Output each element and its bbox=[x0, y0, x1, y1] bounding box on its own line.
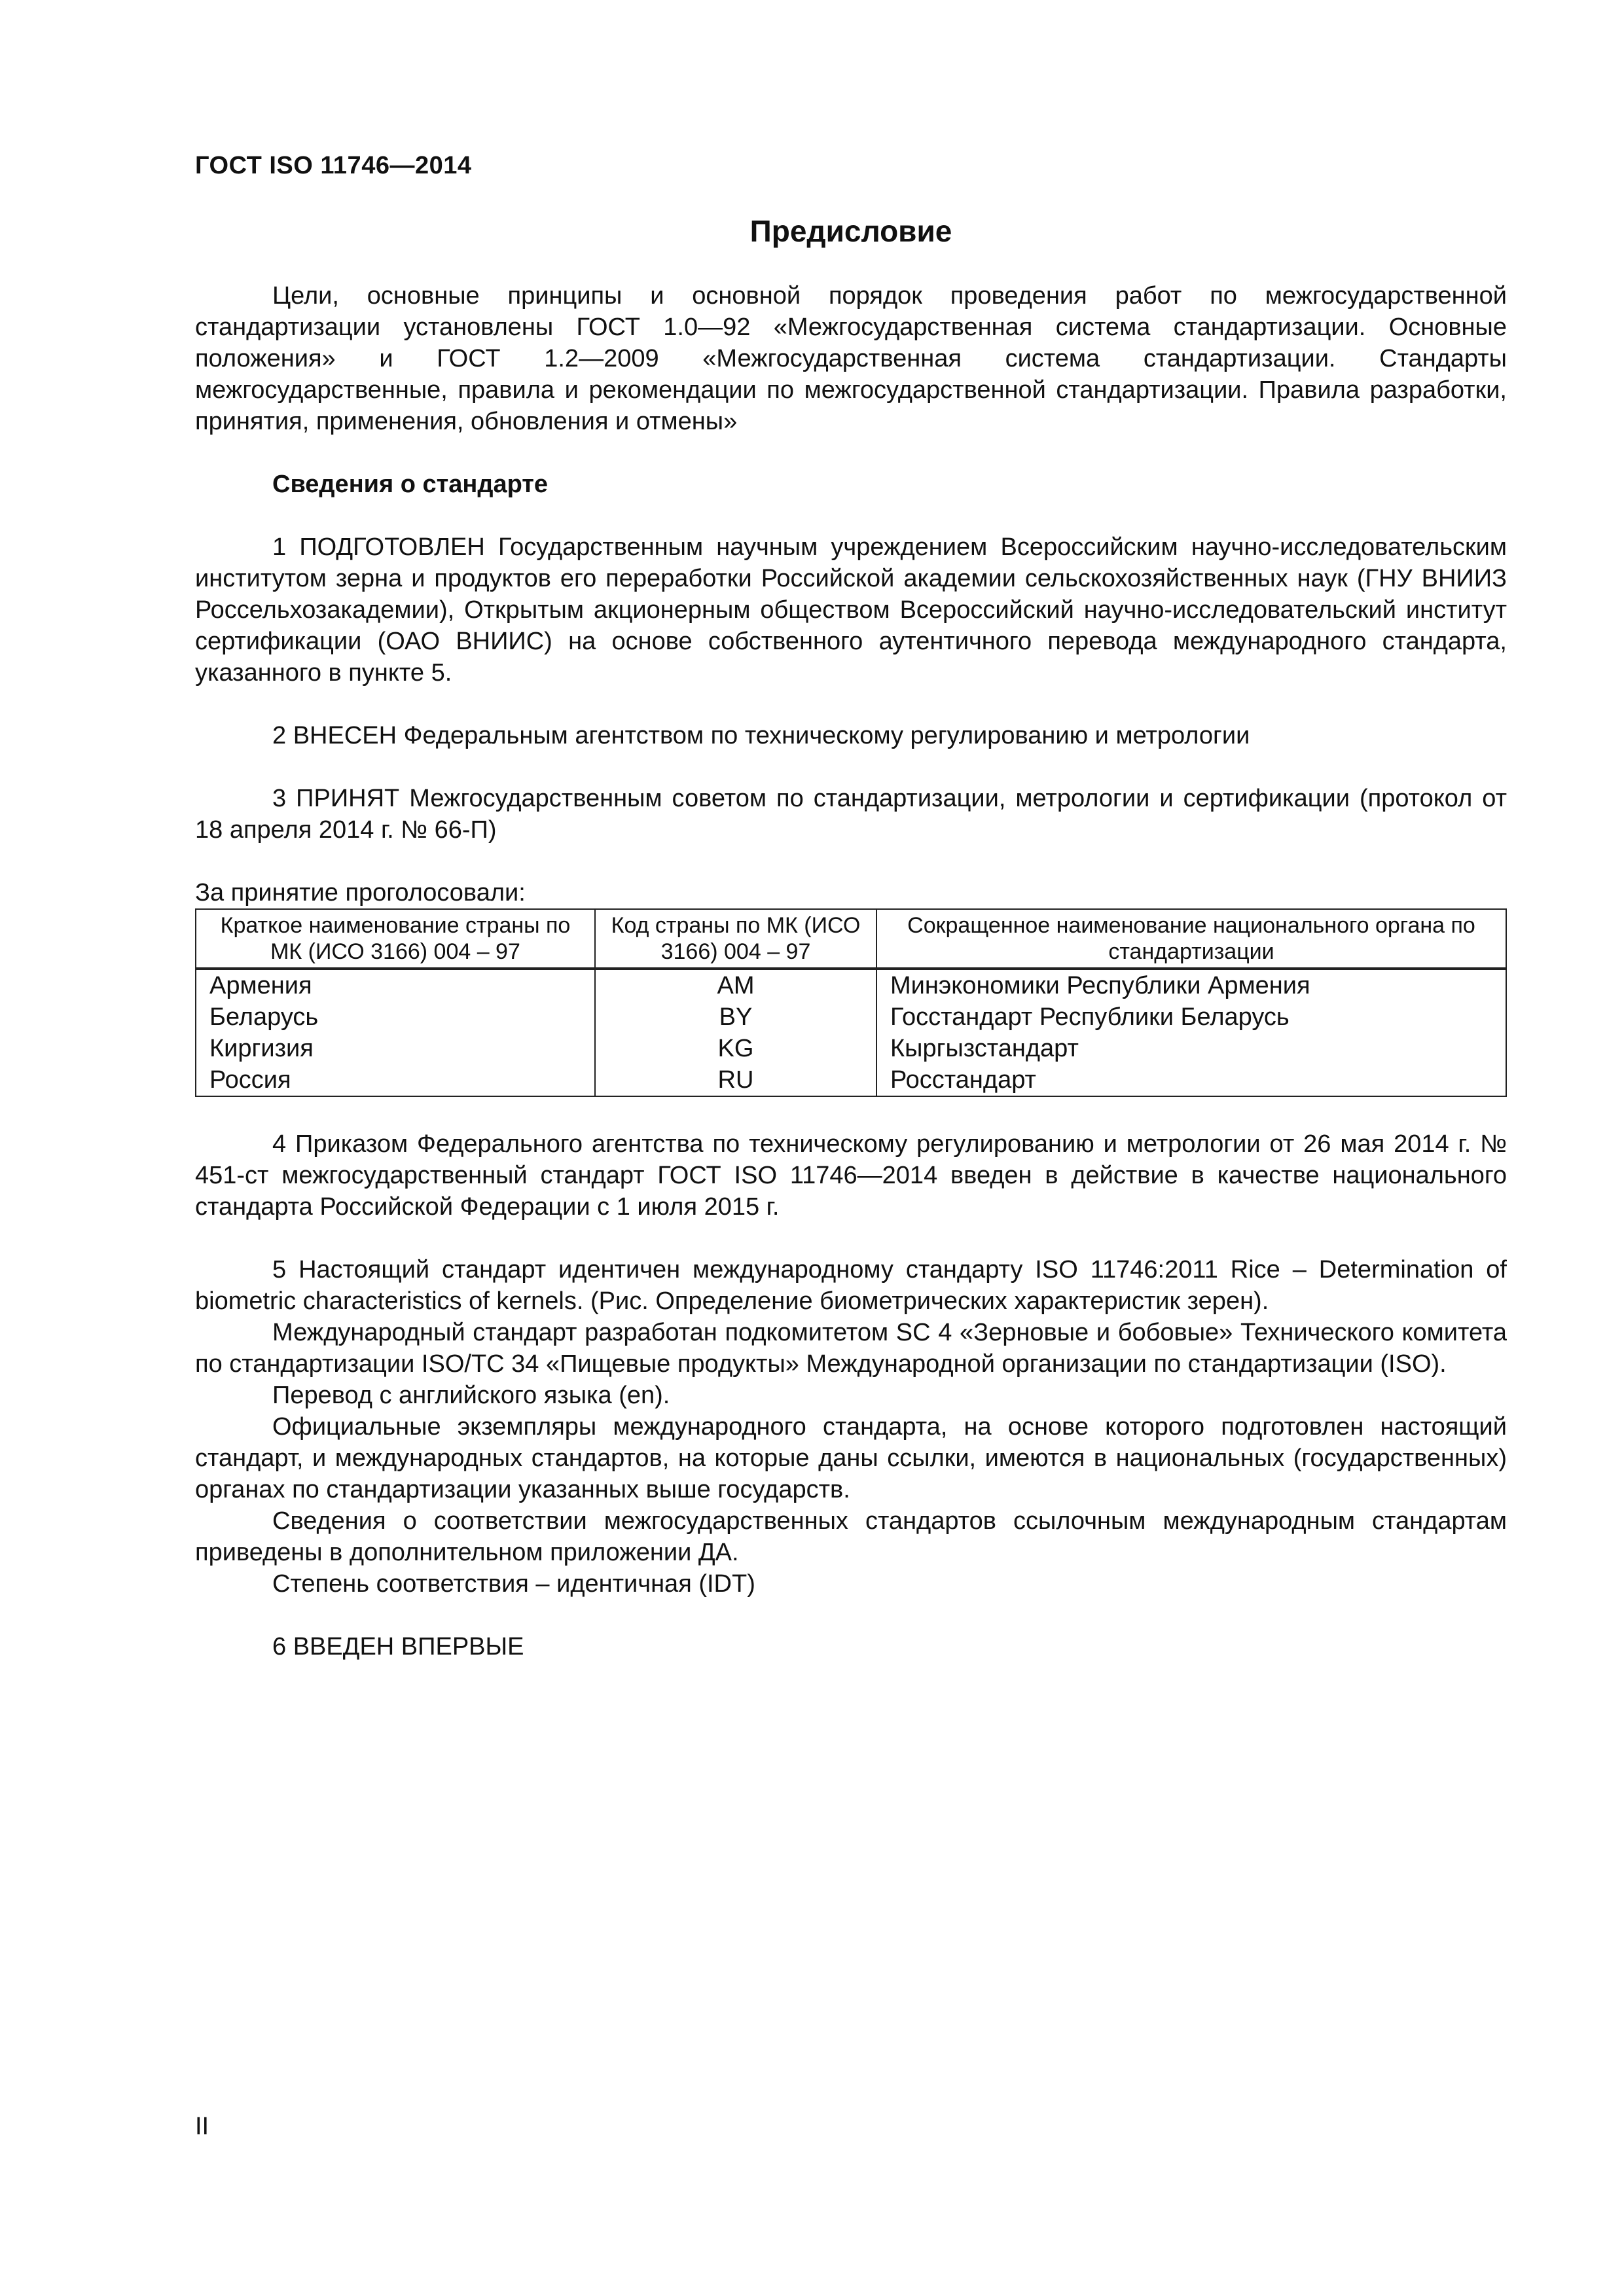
document-code: ГОСТ ISO 11746—2014 bbox=[195, 152, 472, 179]
section-heading: Сведения о стандарте bbox=[272, 471, 549, 498]
country-code: KG bbox=[595, 1033, 876, 1064]
table-row bbox=[196, 1064, 1506, 1096]
item-6-paragraph: 6 ВВЕДЕН ВПЕРВЫЕ bbox=[272, 1633, 524, 1660]
item-1-paragraph: 1 ПОДГОТОВЛЕН Государственным научным учреждением Всероссийским научно-исследовательским институтом зерна и продуктов его переработки Российской академии сельскохозяйственных наук (ГНУ ВНИИЗ Россельхозакадемии), Открытым акционерным обществом Всероссийский научно-исследовательский институт сертификации (ОАО ВНИИС) на основе собственного аутентичного перевода международного стандарта, указанного в пункте 5. bbox=[195, 533, 1507, 687]
header-country-code: Код страны по МК (ИСО 3166) 004 – 97 bbox=[595, 909, 876, 969]
standards-body: Кыргызстандарт bbox=[876, 1033, 1506, 1064]
vote-table bbox=[195, 908, 1507, 1097]
item-4-paragraph: 4 Приказом Федерального агентства по техническому регулированию и метрологии от 26 мая 2014 г. № 451-ст межгосударственный стандарт ГОСТ ISO 11746—2014 введен в действие в качестве национального стандарта Российской Федерации с 1 июля 2015 г. bbox=[195, 1130, 1507, 1221]
item-5-developer: Международный стандарт разработан подкомитетом SC 4 «Зерновые и бобовые» Технического комитета по стандартизации ISO/TC 34 «Пищевые продукты» Международной организации по стандартизации (ISO). bbox=[195, 1319, 1507, 1378]
item-3-paragraph: 3 ПРИНЯТ Межгосударственным советом по стандартизации, метрологии и сертификации (протокол от 18 апреля 2014 г. № 66-П) bbox=[195, 785, 1507, 844]
header-standards-body: Сокращенное наименование национального органа по стандартизации bbox=[876, 909, 1506, 969]
intro-paragraph: Цели, основные принципы и основной порядок проведения работ по межгосударственной стандартизации установлены ГОСТ 1.0—92 «Межгосударственная система стандартизации. Основные положения» и ГОСТ 1.2—2009 «Межгосударственная система стандартизации. Стандарты межгосударственные, правила и рекомендации по межгосударственной стандартизации. Правила разработки, принятия, применения, обновления и отмены» bbox=[195, 282, 1507, 435]
item-5-paragraph: 5 Настоящий стандарт идентичен международному стандарту ISO 11746:2011 Rice – Determination of biometric characteristics of kernels. (Рис. Определение биометрических характеристик зерен). bbox=[195, 1256, 1507, 1315]
country-code: BY bbox=[595, 1001, 876, 1033]
item-5-degree: Степень соответствия – идентичная (IDT) bbox=[272, 1570, 755, 1598]
table-row bbox=[196, 1001, 1506, 1033]
item-5-annex-note: Сведения о соответствии межгосударственных стандартов ссылочным международным стандартам приведены в дополнительном приложении ДА. bbox=[195, 1507, 1507, 1566]
vote-table-caption: За принятие проголосовали: bbox=[195, 879, 526, 906]
table-row bbox=[196, 1033, 1506, 1064]
header-country-name: Краткое наименование страны по МК (ИСО 3166) 004 – 97 bbox=[196, 909, 595, 969]
standards-body: Минэкономики Республики Армения bbox=[876, 969, 1506, 1001]
document-page bbox=[195, 0, 1507, 2296]
document-body bbox=[195, 280, 1507, 1662]
item-5-translation: Перевод с английского языка (en). bbox=[272, 1382, 670, 1409]
page-title: Предисловие bbox=[749, 214, 952, 248]
country-code: AM bbox=[595, 969, 876, 1001]
country-name: Армения bbox=[196, 969, 595, 1001]
table-row bbox=[196, 969, 1506, 1001]
item-5-official-copies: Официальные экземпляры международного стандарта, на основе которого подготовлен настоящий стандарт, и международных стандартов, на которые даны ссылки, имеются в национальных (государственных) органах по стандартизации указанных выше государств. bbox=[195, 1413, 1507, 1503]
page-number: II bbox=[195, 2113, 209, 2140]
standards-body: Росстандарт bbox=[876, 1064, 1506, 1096]
country-name: Россия bbox=[196, 1064, 595, 1096]
country-name: Киргизия bbox=[196, 1033, 595, 1064]
country-code: RU bbox=[595, 1064, 876, 1096]
country-name: Беларусь bbox=[196, 1001, 595, 1033]
item-2-paragraph: 2 ВНЕСЕН Федеральным агентством по техническому регулированию и метрологии bbox=[272, 722, 1250, 749]
standards-body: Госстандарт Республики Беларусь bbox=[876, 1001, 1506, 1033]
vote-table-header-row bbox=[196, 909, 1506, 969]
